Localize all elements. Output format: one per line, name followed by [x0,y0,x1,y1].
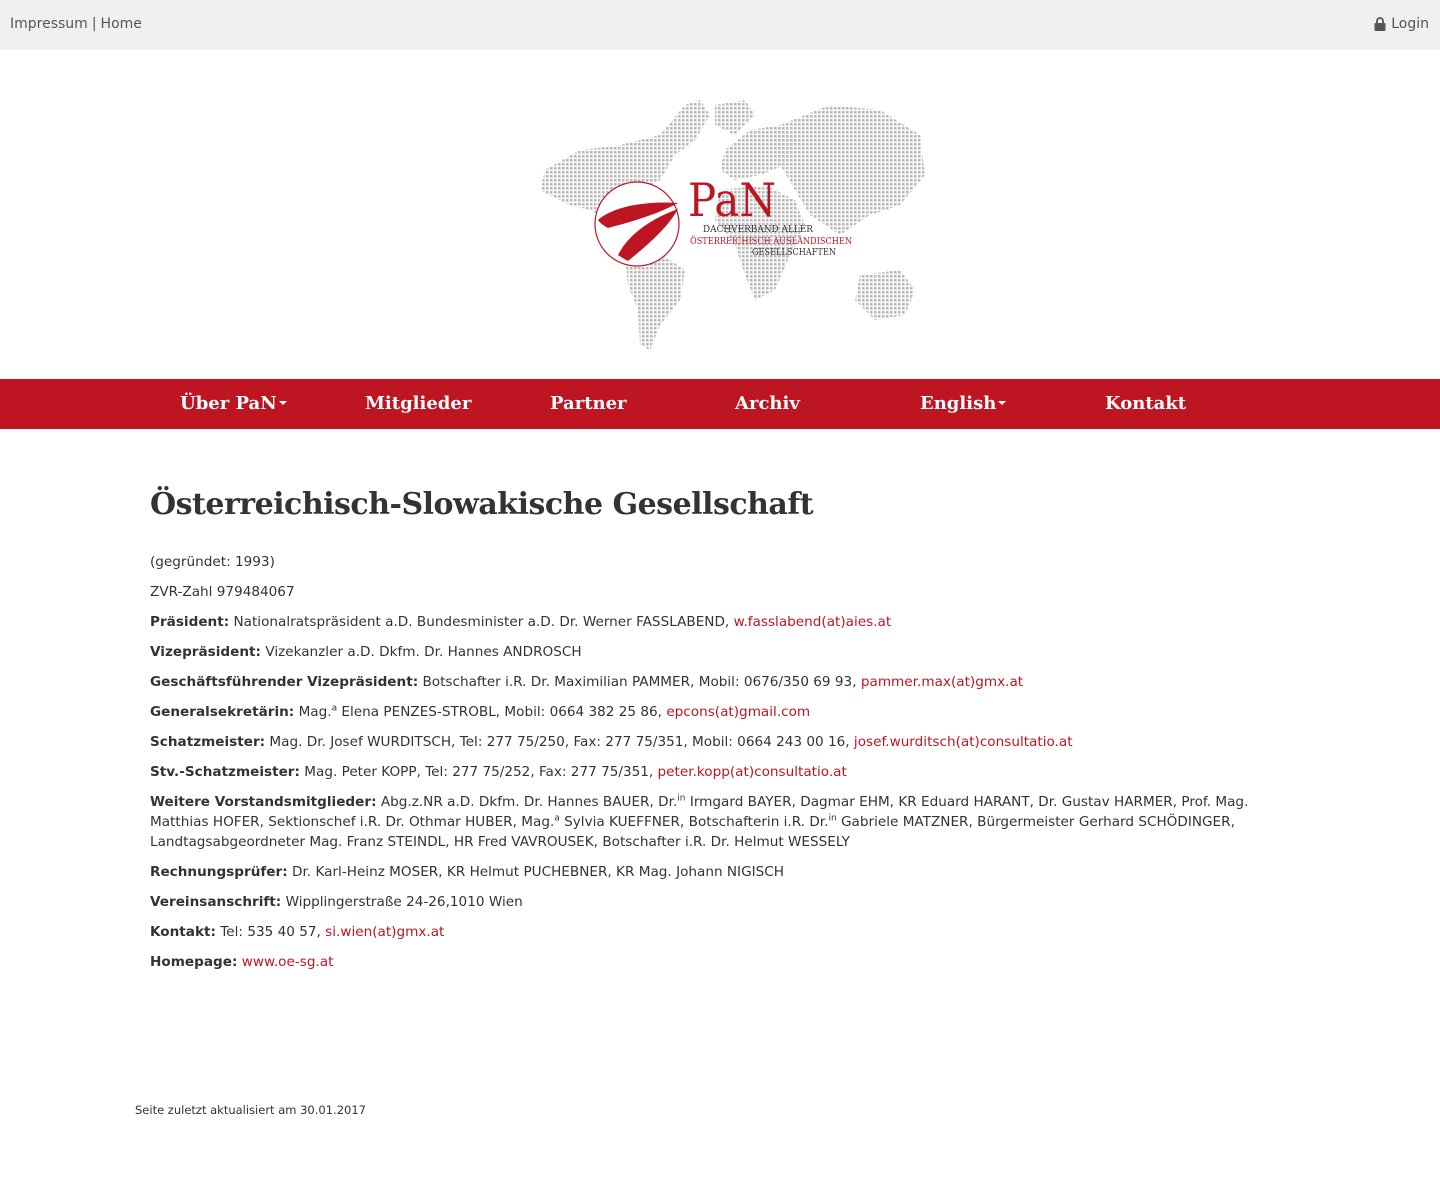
praesident-text: Nationalratspräsident a.D. Bundesminister a.D. Dr. Werner FASSLABEND, [229,614,734,630]
schatzmeister-email-link[interactable]: josef.wurditsch(at)consultatio.at [853,734,1073,750]
homepage-row [150,952,1280,972]
generalsekretaerin-row [150,702,1280,722]
logo-line-3: GESELLSCHAFTEN [752,247,836,258]
praesident-label: Präsident: [150,614,230,630]
nav-item-label: English [920,393,997,414]
schatzmeister-text: Mag. Dr. Josef WURDITSCH, Tel: 277 75/250, Fax: 277 75/351, Mobil: 0664 243 00 16, [265,734,854,750]
lock-icon [1374,17,1386,31]
last-updated-footer: Seite zuletzt aktualisiert am 30.01.2017 [135,1103,366,1117]
utility-separator: | [91,16,97,32]
weitere-text-2: Irmgard BAYER, Dagmar EHM, KR Eduard HARANT, Dr. Gustav HARMER, Prof. Mag. Matthias HOFER, Sektionschef i.R. Dr. Othmar HUBER, Mag. [150,794,1249,830]
generalsekretaerin-label: Generalsekretärin: [150,704,295,720]
generalsekretaerin-pre: Mag. [294,704,332,720]
pan-logo[interactable] [510,95,930,355]
main-navigation [0,379,1440,429]
nav-item-label: Archiv [735,393,800,414]
stv-schatzmeister-text: Mag. Peter KOPP, Tel: 277 75/252, Fax: 277 75/351, [299,764,658,780]
logo-name: PaN [688,173,776,227]
homepage-label: Homepage: [150,954,238,970]
page-title: Österreichisch-Slowakische Gesellschaft [150,487,814,522]
vereinsanschrift-label: Vereinsanschrift: [150,894,282,910]
gf-vizepraesident-email-link[interactable]: pammer.max(at)gmx.at [860,674,1024,690]
weitere-label: Weitere Vorstandsmitglieder: [150,794,377,810]
nav-item-ueber-pan[interactable] [180,379,287,429]
praesident-row [150,612,1280,632]
generalsekretaerin-email-link[interactable]: epcons(at)gmail.com [666,704,811,720]
nav-item-label: Über PaN [180,393,277,414]
weitere-sup-2: a [554,813,560,824]
kontakt-label: Kontakt: [150,924,216,940]
schatzmeister-label: Schatzmeister: [150,734,266,750]
login-area [1374,16,1429,32]
kontakt-row [150,922,1280,942]
founded-text: (gegründet: 1993) [150,554,275,570]
rechnungspruefer-label: Rechnungsprüfer: [150,864,288,880]
stv-schatzmeister-label: Stv.-Schatzmeister: [150,764,300,780]
logo-line-2: ÖSTERREICHISCH AUSLÄNDISCHEN [690,236,879,247]
vereinsanschrift-row [150,892,1280,912]
kontakt-email-link[interactable]: si.wien(at)gmx.at [325,924,445,940]
logo-line-1: DACHVERBAND ALLER [703,224,814,235]
home-link[interactable]: Home [100,16,142,32]
kontakt-text: Tel: 535 40 57, [215,924,326,940]
schatzmeister-row [150,732,1280,752]
gf-vizepraesident-row [150,672,1280,692]
vizepraesident-row [150,642,1280,662]
stv-schatzmeister-row [150,762,1280,782]
zvr-text: ZVR-Zahl 979484067 [150,584,295,600]
rechnungspruefer-row [150,862,1280,882]
weitere-text-3: Sylvia KUEFFNER, Botschafterin i.R. Dr. [559,814,829,830]
praesident-email-link[interactable]: w.fasslabend(at)aies.at [733,614,892,630]
impressum-link[interactable]: Impressum [10,16,88,32]
weitere-sup-1: in [677,793,686,804]
weitere-row [150,792,1280,852]
vereinsanschrift-text: Wipplingerstraße 24-26,1010 Wien [281,894,523,910]
nav-item-partner[interactable] [550,379,627,429]
nav-item-archiv[interactable] [735,379,800,429]
homepage-link[interactable]: www.oe-sg.at [241,954,334,970]
weitere-text-1: Abg.z.NR a.D. Dkfm. Dr. Hannes BAUER, Dr. [376,794,678,810]
gf-vizepraesident-label: Geschäftsführender Vizepräsident: [150,674,419,690]
generalsekretaerin-text: Elena PENZES-STROBL, Mobil: 0664 382 25 86, [337,704,667,720]
weitere-sup-3: in [828,813,837,824]
nav-item-label: Partner [550,393,627,414]
nav-item-english[interactable] [920,379,1006,429]
stv-schatzmeister-email-link[interactable]: peter.kopp(at)consultatio.at [657,764,847,780]
utility-links [10,16,142,32]
nav-item-kontakt[interactable] [1105,379,1186,429]
nav-item-mitglieder[interactable] [365,379,471,429]
generalsekretaerin-sup: a [331,703,338,714]
logo-area [0,50,1440,379]
gf-vizepraesident-text: Botschafter i.R. Dr. Maximilian PAMMER, Mobil: 0676/350 69 93, [418,674,861,690]
nav-item-label: Mitglieder [365,393,472,414]
caret-down-icon [998,401,1006,405]
login-link[interactable]: Login [1391,16,1429,32]
rechnungspruefer-text: Dr. Karl-Heinz MOSER, KR Helmut PUCHEBNER, KR Mag. Johann NIGISCH [287,864,784,880]
vizepraesident-label: Vizepräsident: [150,644,261,660]
nav-item-label: Kontakt [1105,393,1187,414]
weitere-text-4: Gabriele MATZNER, Bürgermeister Gerhard SCHÖDINGER, Landtagsabgeordneter Mag. Franz STEINDL, HR Fred VAVROUSEK, Botschafter i.R. Dr. Helmut WESSELY [150,814,1235,850]
pan-emblem-icon [595,182,679,266]
top-utility-bar [0,0,1440,50]
caret-down-icon [279,401,287,405]
vizepraesident-text: Vizekanzler a.D. Dkfm. Dr. Hannes ANDROSCH [261,644,582,660]
main-content [150,485,1280,982]
